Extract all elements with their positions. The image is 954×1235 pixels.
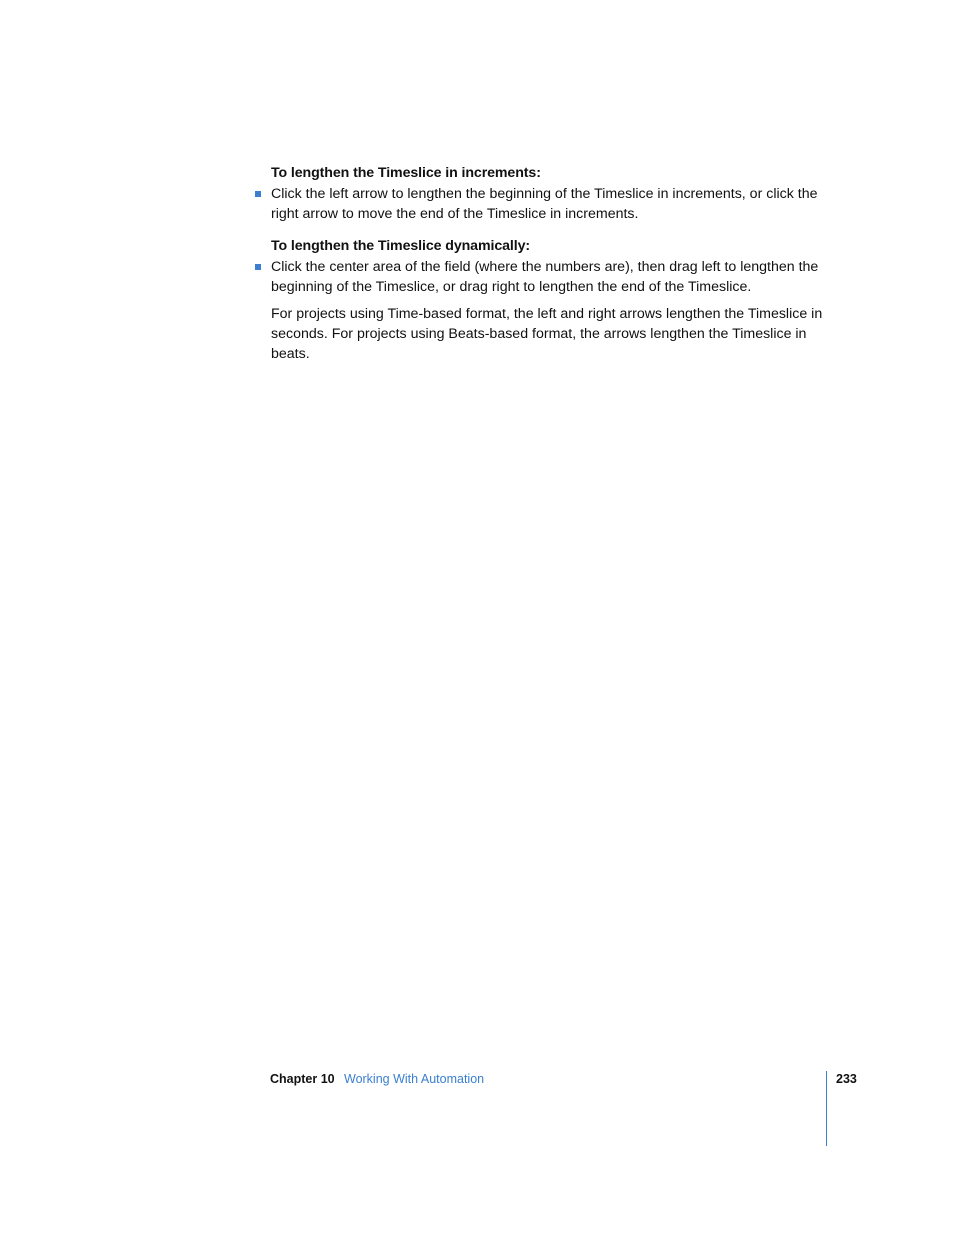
body-paragraph: For projects using Time-based format, the left and right arrows lengthen the Timeslice in seconds. For projects using Beats-based format, the arrows lengthen the Timeslice in beats. <box>271 306 823 362</box>
section-heading-increments: To lengthen the Timeslice in increments: <box>271 165 541 181</box>
bullet-item-increments <box>271 184 831 224</box>
bullet-text: Click the center area of the field (where the numbers are), then drag left to lengthen the beginning of the Timeslice, or drag right to lengthen the end of the Timeslice. <box>271 259 819 295</box>
footer-chapter-label: Chapter 10 <box>270 1072 335 1086</box>
section-heading-dynamically: To lengthen the Timeslice dynamically: <box>271 238 531 254</box>
bullet-item-dynamically <box>271 257 831 297</box>
square-bullet-icon <box>255 264 261 270</box>
footer-chapter-title: Working With Automation <box>344 1072 485 1086</box>
page-content <box>271 163 831 364</box>
bullet-text: Click the left arrow to lengthen the beginning of the Timeslice in increments, or click the right arrow to move the end of the Timeslice in increments. <box>271 186 818 222</box>
square-bullet-icon <box>255 191 261 197</box>
footer-divider <box>826 1071 827 1146</box>
page-number: 233 <box>836 1072 857 1086</box>
